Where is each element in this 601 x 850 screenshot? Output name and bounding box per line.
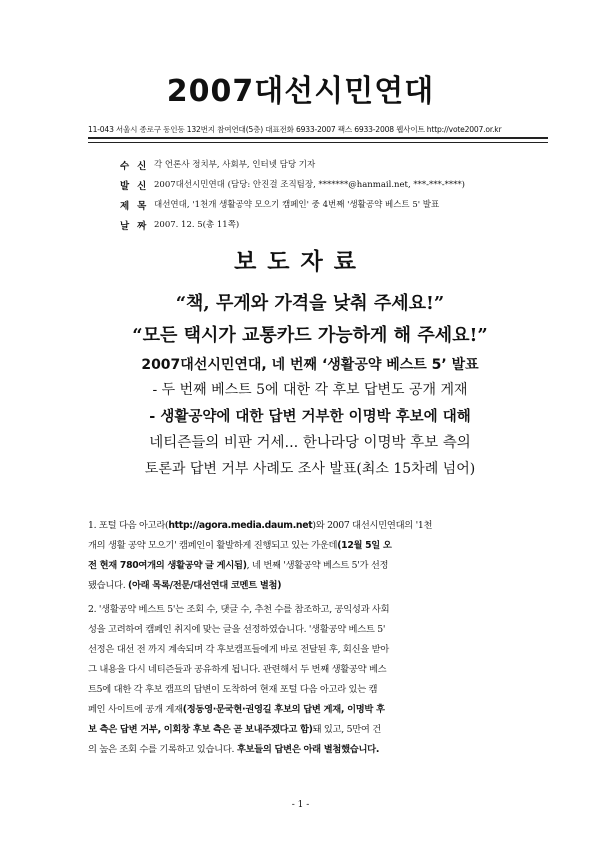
recipient-label: 수신 bbox=[120, 161, 155, 172]
sender-value: 2007대선시민연대 (담당: 안진걸 조직팀장, *******@hanmail.net, ***-***-****) bbox=[154, 180, 465, 190]
page-number: - 1 - bbox=[291, 800, 310, 810]
headline-1: “책, 무게와 가격을 낮춰 주세요!” bbox=[175, 293, 445, 314]
subheadline-3 bbox=[60, 431, 560, 452]
date-value: 2007. 12. 5(총 11쪽) bbox=[154, 220, 240, 230]
text-span: 페인 사이트에 공개 게재 bbox=[88, 704, 183, 715]
subheadline-4: 토론과 답변 거부 사례도 조사 발표(최소 15차례 넘어) bbox=[144, 461, 476, 477]
bold-span: (12월 5일 오 bbox=[337, 540, 392, 551]
text-span: 됐습니다. bbox=[88, 580, 129, 591]
paragraph-1-line bbox=[88, 516, 520, 536]
text-span: )와 2007 대선시민연대의 '1천 bbox=[312, 520, 433, 531]
date-label: 날짜 bbox=[120, 221, 155, 232]
text-span: 의 높은 조회 수를 기록하고 있습니다. bbox=[88, 744, 237, 755]
organization-title: 2007대선시민연대 bbox=[166, 74, 435, 109]
headline-2: “모든 택시가 교통카드 가능하게 해 주세요!” bbox=[132, 325, 488, 346]
text-span: 1. 포털 다음 아고라( bbox=[88, 520, 169, 531]
paragraph-2 bbox=[88, 600, 520, 760]
bold-span: (아래 목록/전문/대선연대 코멘트 별첨) bbox=[128, 580, 282, 591]
contact-address-line: 11-043 서울시 종로구 동인동 132번지 참여연대(5층) 대표전화 6933-2007 팩스 6933-2008 웹사이트 http://vote2007.or.kr bbox=[88, 125, 502, 134]
paragraph-2-line bbox=[88, 720, 520, 740]
paragraph-2-line bbox=[88, 740, 520, 760]
subheadline-3-regular: 한나라당 이명박 후보 측의 bbox=[298, 435, 471, 451]
text-span: 개의 생활 공약 모으기' 캠페인이 활발하게 진행되고 있는 가운데 bbox=[88, 540, 338, 551]
agora-link[interactable]: http://agora.media.daum.net bbox=[168, 520, 313, 531]
sender-row bbox=[120, 178, 550, 198]
routing-info bbox=[120, 158, 550, 238]
paragraph-2-line: 2. '생활공약 베스트 5'는 조회 수, 댓글 수, 추천 수를 참조하고, 공익성과 사회 bbox=[88, 604, 390, 615]
subject-row bbox=[120, 198, 550, 218]
paragraph-2-line: 트5에 대한 각 후보 캠프의 답변이 도착하여 현재 포털 다음 아고라 있는 캠 bbox=[88, 684, 378, 695]
subject-value: 대선연대, '1천개 생활공약 모으기 캠페인' 중 4번째 '생활공약 베스트 5' 발표 bbox=[154, 200, 440, 210]
paragraph-1-line bbox=[88, 556, 520, 576]
sender-label: 발신 bbox=[120, 181, 155, 192]
paragraph-1-line bbox=[88, 576, 520, 596]
recipient-row bbox=[120, 158, 550, 178]
subheadline-1: - 두 번째 베스트 5에 대한 각 후보 답변도 공개 게재 bbox=[152, 382, 468, 398]
press-release-title: 보도자료 bbox=[234, 249, 367, 275]
text-span: 돼 있고, 5만여 건 bbox=[312, 724, 381, 735]
paragraph-2-line bbox=[88, 700, 520, 720]
bold-span: 보 측은 답변 거부, 이회창 후보 측은 곧 보내주겠다고 함) bbox=[88, 724, 313, 735]
text-span: , 네 번째 '생활공약 베스트 5'가 선정 bbox=[246, 560, 389, 571]
subject-label: 제목 bbox=[120, 201, 155, 212]
header-divider bbox=[88, 137, 548, 143]
paragraph-2-line: 그 내용을 다시 네티즌들과 공유하게 됩니다. 관련해서 두 번째 생활공약 베스 bbox=[88, 664, 387, 675]
bold-span: 전 현재 780여개의 생활공약 글 게시됨) bbox=[88, 560, 247, 571]
paragraph-2-line: 선정은 대선 전 까지 계속되며 각 후보캠프들에게 바로 전달된 후, 회신을 받아 bbox=[88, 644, 389, 655]
subheadline-2: - 생활공약에 대한 답변 거부한 이명박 후보에 대해 bbox=[149, 409, 471, 425]
date-row bbox=[120, 218, 550, 238]
paragraph-1 bbox=[88, 516, 520, 596]
paragraph-1-line bbox=[88, 536, 520, 556]
subheadline-3-bold: 네티즌들의 비판 거세... bbox=[149, 435, 299, 451]
bold-span: 후보들의 답변은 아래 별첨했습니다. bbox=[236, 744, 380, 755]
bold-span: (정동영·문국현·권영길 후보의 답변 게재, 이명박 후 bbox=[182, 704, 385, 715]
recipient-value: 각 언론사 정치부, 사회부, 인터넷 담당 기자 bbox=[154, 160, 316, 170]
paragraph-2-line: 성을 고려하여 캠페인 취지에 맞는 글을 선정하였습니다. '생활공약 베스트 5' bbox=[88, 624, 386, 635]
headline-3: 2007대선시민연대, 네 번째 ‘생활공약 베스트 5’ 발표 bbox=[141, 357, 479, 373]
